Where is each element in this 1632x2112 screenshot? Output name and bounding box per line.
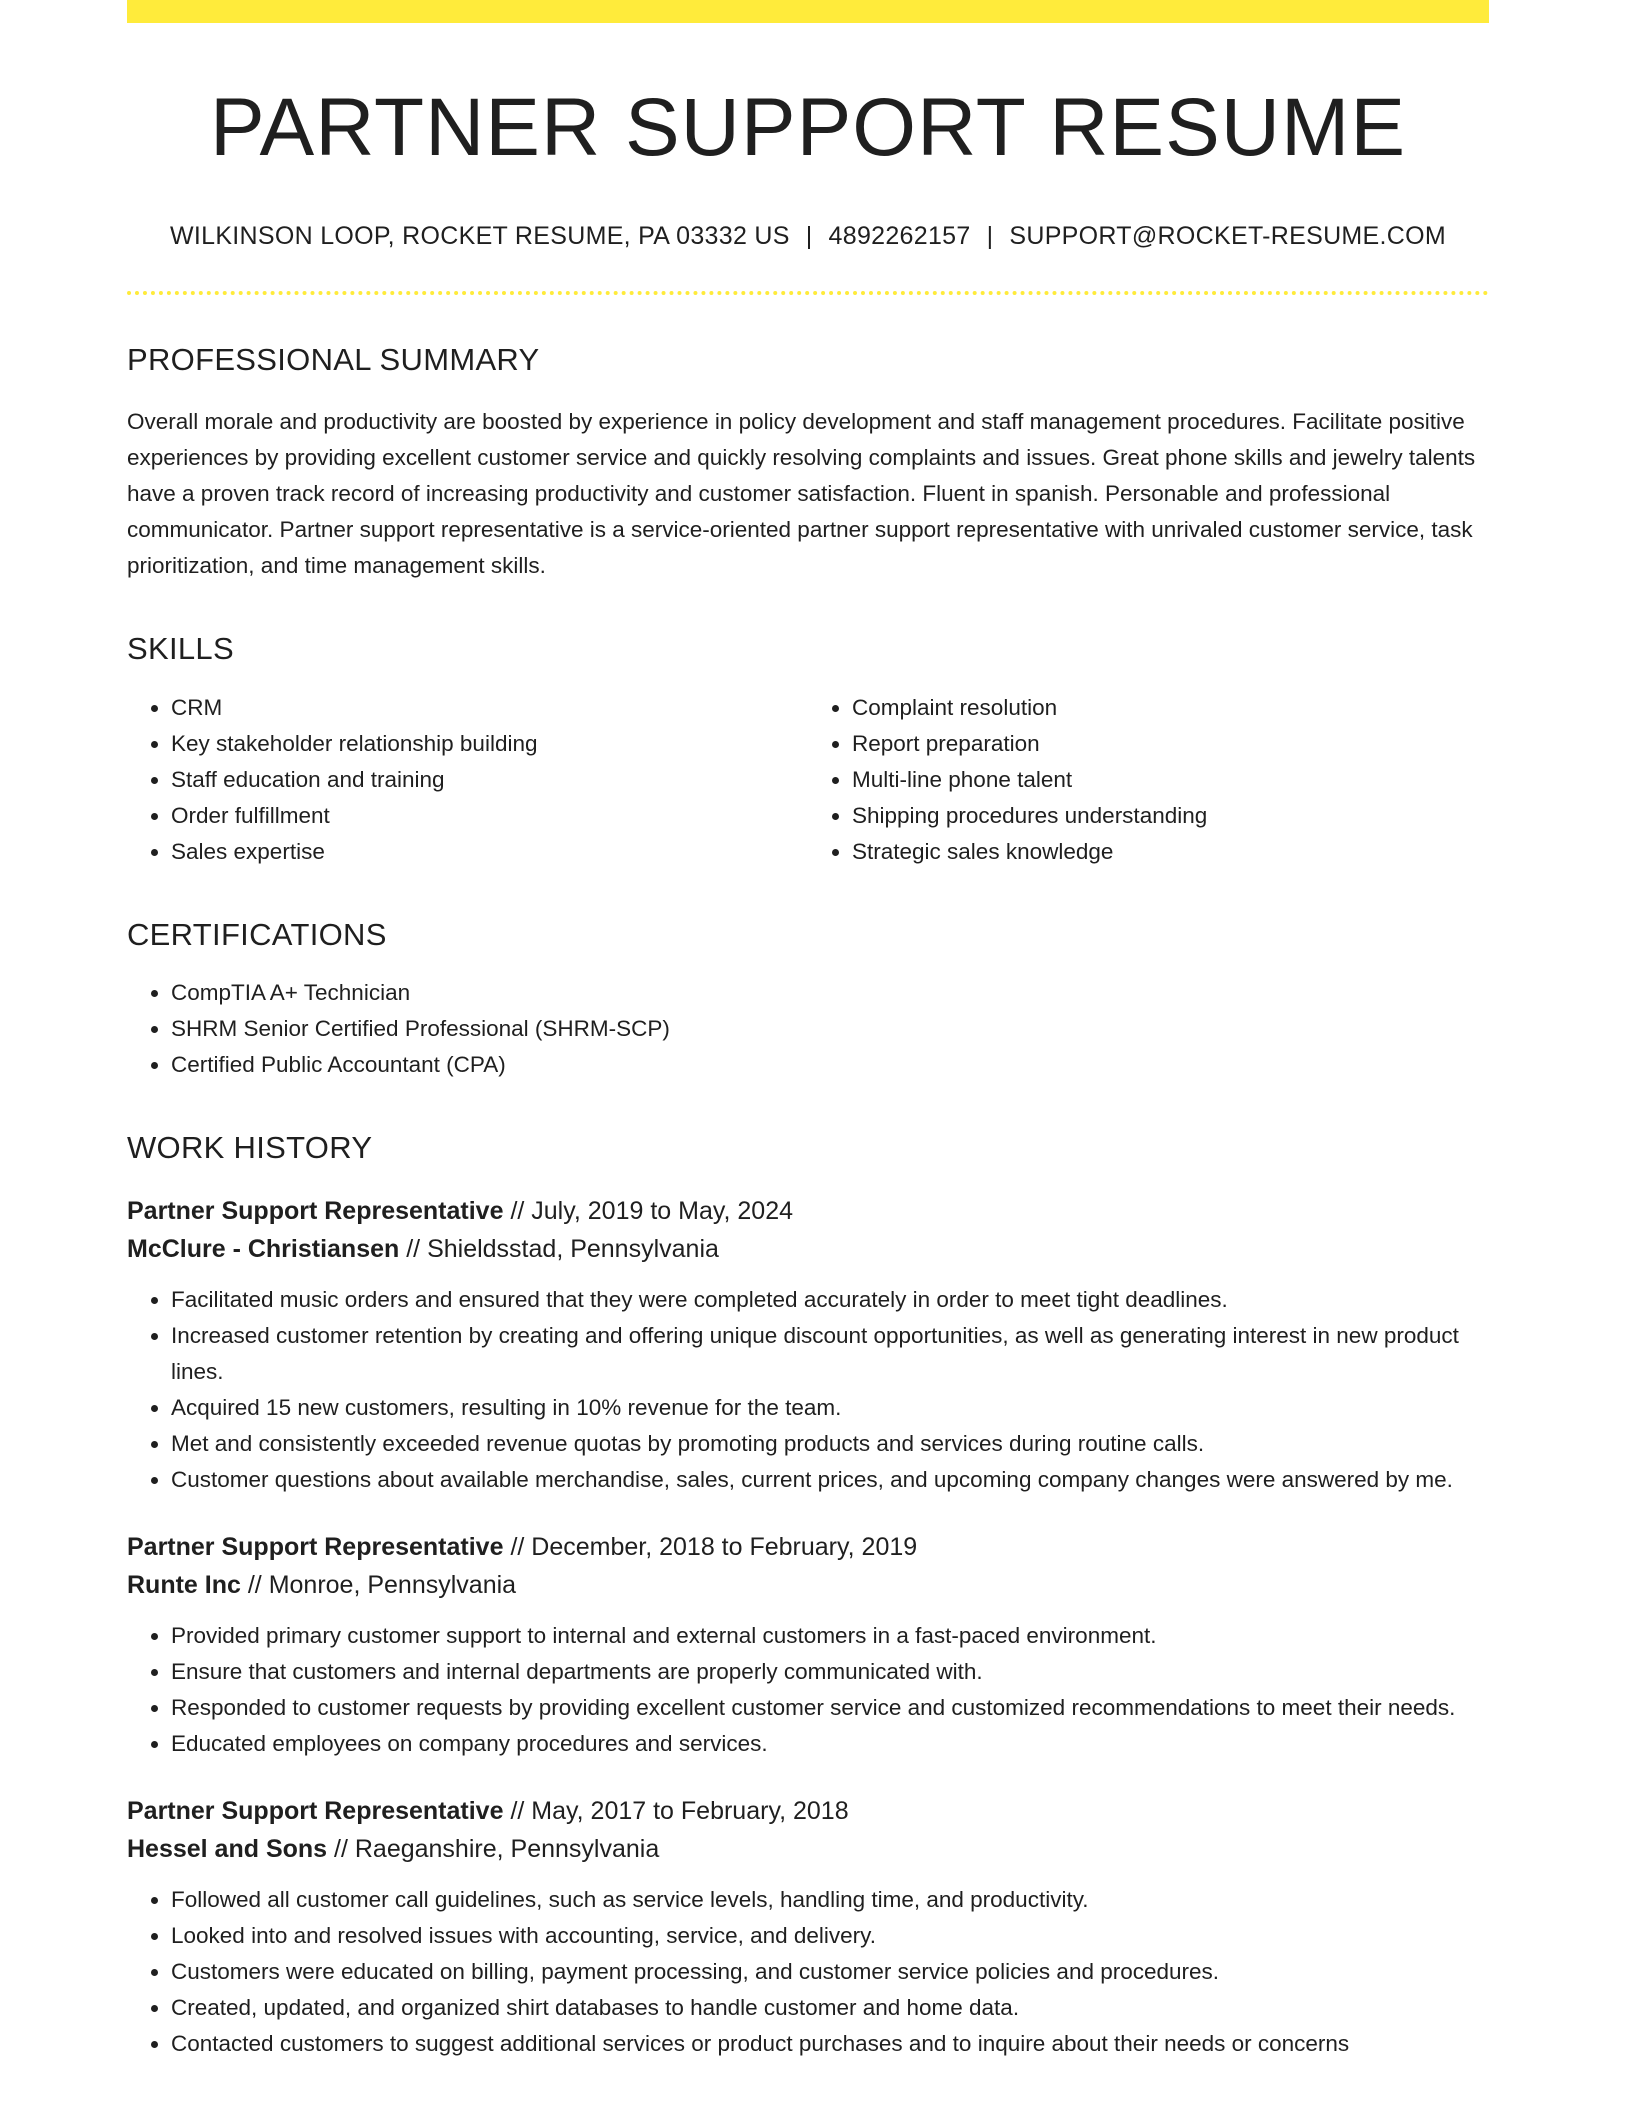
job-company-line bbox=[127, 1830, 1489, 1868]
contact-address: WILKINSON LOOP, ROCKET RESUME, PA 03332 US bbox=[169, 222, 790, 251]
job-title: Partner Support Representative bbox=[127, 1796, 504, 1825]
contact-separator: | bbox=[805, 222, 813, 251]
contact-email: SUPPORT@ROCKET-RESUME.COM bbox=[1009, 222, 1447, 251]
job-bullet: • Ensure that customers and internal departments are properly communicated with. bbox=[171, 1654, 1489, 1690]
certification-item: • Certified Public Accountant (CPA) bbox=[171, 1047, 1489, 1083]
skills-heading: SKILLS bbox=[127, 631, 234, 667]
certifications-section bbox=[127, 916, 1489, 1083]
job-bullet: • Provided primary customer support to internal and external customers in a fast-paced environment. bbox=[171, 1618, 1489, 1654]
skill-item: • Sales expertise bbox=[171, 834, 808, 870]
job-company: McClure - Christiansen bbox=[127, 1234, 400, 1263]
summary-section bbox=[127, 341, 1489, 584]
skills-section bbox=[127, 630, 1489, 869]
work-history-section bbox=[127, 1129, 1489, 2062]
summary-text: Overall morale and productivity are boosted by experience in policy development and staff management procedures. Facilitate positive experiences by providing excellent customer service and quickly resolving complaints and issues. Great phone skills and jewelry talents have a proven track record of increasing productivity and customer satisfaction. Fluent in spanish. Personable and professional communicator. Partner support representative is a service-oriented partner support representative with unrivaled customer service, task prioritization, and time management skills. bbox=[127, 409, 1476, 579]
job-location: // Monroe, Pennsylvania bbox=[240, 1570, 517, 1599]
skill-item: • CRM bbox=[171, 690, 808, 726]
job-bullet: • Followed all customer call guidelines, such as service levels, handling time, and productivity. bbox=[171, 1882, 1489, 1918]
job-bullets bbox=[127, 1618, 1489, 1762]
job-entry bbox=[127, 1792, 1489, 2062]
job-title-line bbox=[127, 1792, 1489, 1830]
resume-title: PARTNER SUPPORT RESUME bbox=[209, 82, 1407, 173]
skill-item: • Multi-line phone talent bbox=[852, 762, 1489, 798]
certifications-heading: CERTIFICATIONS bbox=[127, 916, 387, 952]
skills-columns bbox=[127, 690, 1489, 870]
job-location: // Raeganshire, Pennsylvania bbox=[327, 1834, 660, 1863]
job-bullet: • Contacted customers to suggest additional services or product purchases and to inquire about their needs or concerns bbox=[171, 2026, 1489, 2062]
job-bullet: • Customers were educated on billing, payment processing, and customer service policies and procedures. bbox=[171, 1954, 1489, 1990]
skill-item: • Complaint resolution bbox=[852, 690, 1489, 726]
job-bullet: • Met and consistently exceeded revenue quotas by promoting products and services during routine calls. bbox=[171, 1426, 1489, 1462]
job-entry bbox=[127, 1528, 1489, 1762]
contact-phone: 4892262157 bbox=[828, 222, 971, 251]
work-history-heading: WORK HISTORY bbox=[127, 1129, 373, 1165]
summary-heading: PROFESSIONAL SUMMARY bbox=[127, 342, 540, 378]
job-bullet: • Acquired 15 new customers, resulting in 10% revenue for the team. bbox=[171, 1390, 1489, 1426]
skill-item: • Staff education and training bbox=[171, 762, 808, 798]
job-title: Partner Support Representative bbox=[127, 1196, 504, 1225]
job-title-line bbox=[127, 1192, 1489, 1230]
job-bullets bbox=[127, 1282, 1489, 1498]
skill-item: • Report preparation bbox=[852, 726, 1489, 762]
skill-item: • Strategic sales knowledge bbox=[852, 834, 1489, 870]
job-company-line bbox=[127, 1230, 1489, 1268]
job-bullet: • Facilitated music orders and ensured that they were completed accurately in order to meet tight deadlines. bbox=[171, 1282, 1489, 1318]
job-bullets bbox=[127, 1882, 1489, 2062]
skill-item: • Order fulfillment bbox=[171, 798, 808, 834]
accent-top-bar bbox=[127, 0, 1489, 23]
job-bullet: • Created, updated, and organized shirt databases to handle customer and home data. bbox=[171, 1990, 1489, 2026]
job-bullet: • Responded to customer requests by providing excellent customer service and customized recommendations to meet their needs. bbox=[171, 1690, 1489, 1726]
dotted-divider bbox=[127, 291, 1489, 295]
job-title: Partner Support Representative bbox=[127, 1532, 504, 1561]
job-header bbox=[127, 1528, 1489, 1604]
skill-item: • Shipping procedures understanding bbox=[852, 798, 1489, 834]
certification-item: • CompTIA A+ Technician bbox=[171, 975, 1489, 1011]
skills-list-right bbox=[808, 690, 1489, 870]
job-bullet: • Educated employees on company procedures and services. bbox=[171, 1726, 1489, 1762]
resume-page bbox=[127, 0, 1489, 2062]
skills-list-left bbox=[127, 690, 808, 870]
job-dates: // May, 2017 to February, 2018 bbox=[503, 1796, 849, 1825]
job-header bbox=[127, 1792, 1489, 1868]
skill-item: • Key stakeholder relationship building bbox=[171, 726, 808, 762]
job-title-line bbox=[127, 1528, 1489, 1566]
job-entry bbox=[127, 1192, 1489, 1498]
certification-item: • SHRM Senior Certified Professional (SHRM-SCP) bbox=[171, 1011, 1489, 1047]
job-bullet: • Increased customer retention by creating and offering unique discount opportunities, as well as generating interest in new product lines. bbox=[171, 1318, 1489, 1390]
job-header bbox=[127, 1192, 1489, 1268]
certifications-list bbox=[127, 975, 1489, 1083]
job-bullet: • Customer questions about available merchandise, sales, current prices, and upcoming company changes were answered by me. bbox=[171, 1462, 1489, 1498]
contact-line bbox=[127, 221, 1489, 251]
contact-separator: | bbox=[986, 222, 994, 251]
job-dates: // July, 2019 to May, 2024 bbox=[503, 1196, 794, 1225]
job-location: // Shieldsstad, Pennsylvania bbox=[399, 1234, 719, 1263]
job-bullet: • Looked into and resolved issues with accounting, service, and delivery. bbox=[171, 1918, 1489, 1954]
job-company: Runte Inc bbox=[127, 1570, 241, 1599]
job-company: Hessel and Sons bbox=[127, 1834, 328, 1863]
job-dates: // December, 2018 to February, 2019 bbox=[503, 1532, 918, 1561]
job-company-line bbox=[127, 1566, 1489, 1604]
